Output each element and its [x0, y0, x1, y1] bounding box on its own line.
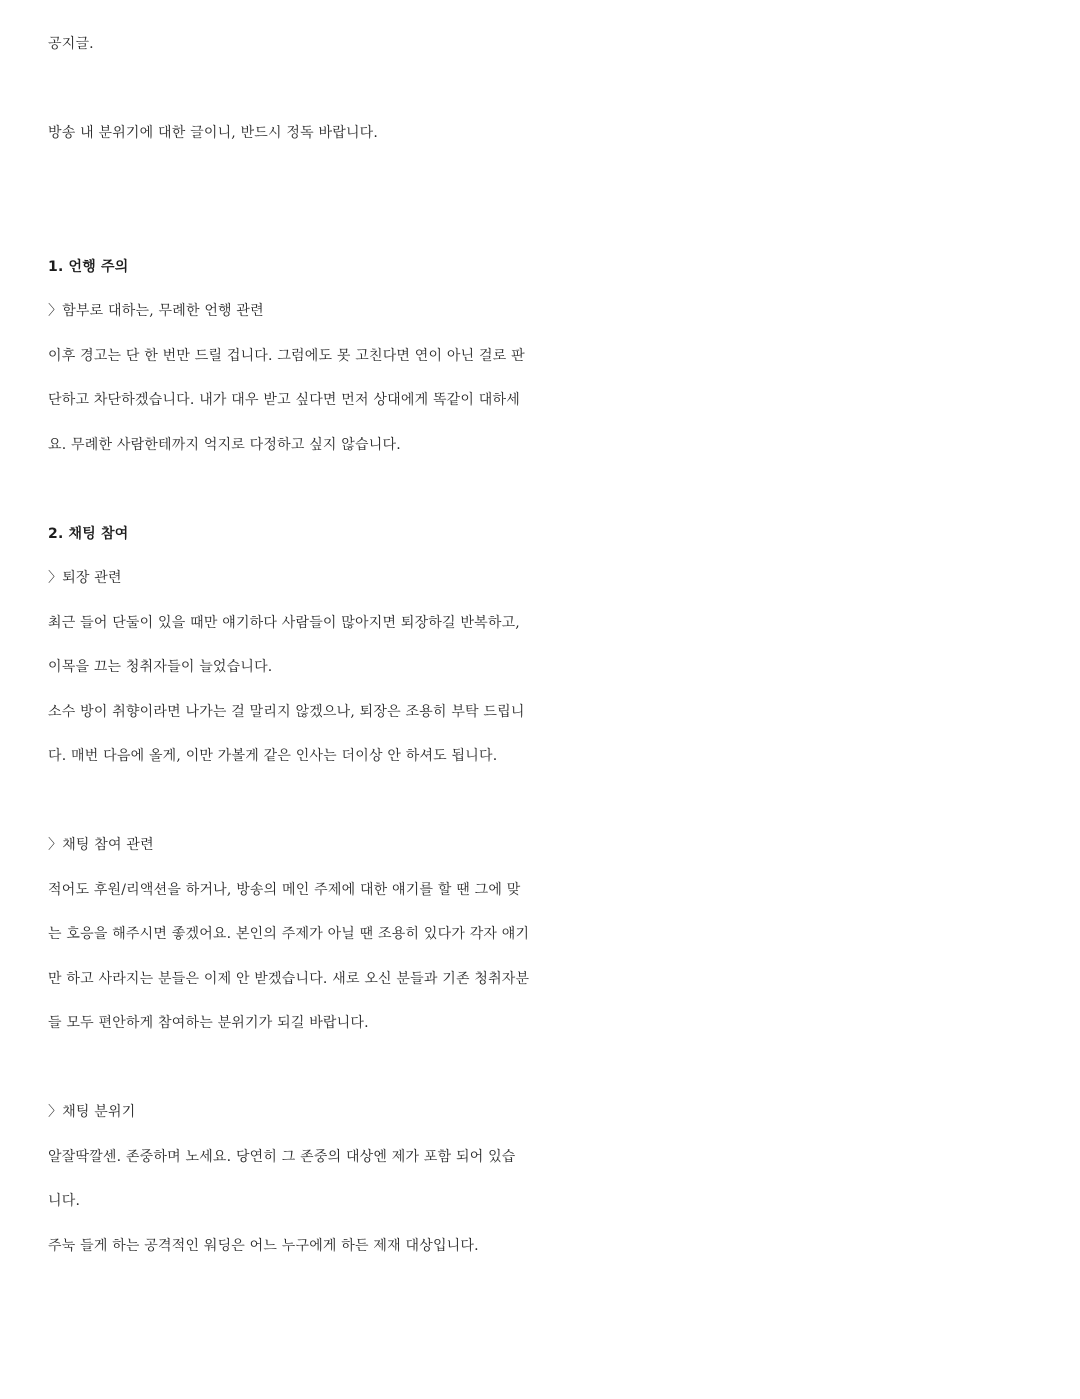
exit-body-line: 이목을 끄는 청취자들이 늘었습니다.: [48, 659, 273, 675]
exit-body-line: 최근 들어 단둘이 있을 때만 얘기하다 사람들이 많아지면 퇴장하길 반복하고,: [48, 614, 520, 631]
exit-subheading: 〉퇴장 관련: [48, 570, 122, 586]
spacer: [48, 779, 1038, 824]
chat-atmosphere-subheading: 〉채팅 분위기: [48, 1104, 136, 1120]
chat-participation-body-line: 적어도 후원/리액션을 하거나, 방송의 메인 주제에 대한 얘기를 할 땐 그에 맞: [48, 881, 521, 898]
spacer: [48, 156, 1038, 245]
exit-body-line: 소수 방이 취향이라면 나가는 걸 말리지 않겠으나, 퇴장은 조용히 부탁 드립니: [48, 703, 525, 720]
chat-participation-body-line: 는 호응을 해주시면 좋겠어요. 본인의 주제가 아닐 땐 조용히 있다가 각자 얘기: [48, 926, 530, 942]
spacer: [48, 1046, 1038, 1091]
spacer: [48, 67, 1038, 112]
section-1-subheading: 〉함부로 대하는, 무례한 언행 관련: [48, 303, 264, 319]
chat-participation-body-line: 만 하고 사라지는 분들은 이제 안 받겠습니다. 새로 오신 분들과 기존 청취자분: [48, 970, 530, 987]
chat-atmosphere-body-line: 주눅 들게 하는 공격적인 워딩은 어느 누구에게 하든 제재 대상입니다.: [48, 1237, 479, 1254]
notice-document: [48, 22, 1038, 1268]
chat-atmosphere-body-line: 알잘딱깔센. 존중하며 노세요. 당연히 그 존중의 대상엔 제가 포함 되어 있습: [48, 1148, 516, 1165]
section-2-heading: 2. 채팅 참여: [48, 525, 129, 542]
section-1-body-line: 이후 경고는 단 한 번만 드릴 겁니다. 그럼에도 못 고친다면 연이 아닌 걸로 판: [48, 347, 525, 364]
notice-title: 공지글.: [48, 36, 94, 52]
chat-participation-body-line: 들 모두 편안하게 참여하는 분위기가 되길 바랍니다.: [48, 1015, 369, 1031]
chat-atmosphere-body-line: 니다.: [48, 1193, 81, 1209]
section-1-body-line: 요. 무례한 사람한테까지 억지로 다정하고 싶지 않습니다.: [48, 436, 401, 453]
exit-body-line: 다. 매번 다음에 올게, 이만 가볼게 같은 인사는 더이상 안 하셔도 됩니다.: [48, 748, 498, 764]
section-1-body-line: 단하고 차단하겠습니다. 내가 대우 받고 싶다면 먼저 상대에게 똑같이 대하세: [48, 392, 520, 408]
notice-intro: 방송 내 분위기에 대한 글이니, 반드시 정독 바랍니다.: [48, 125, 379, 141]
chat-participation-subheading: 〉채팅 참여 관련: [48, 837, 154, 853]
section-1-heading: 1. 언행 주의: [48, 258, 129, 275]
spacer: [48, 467, 1038, 512]
